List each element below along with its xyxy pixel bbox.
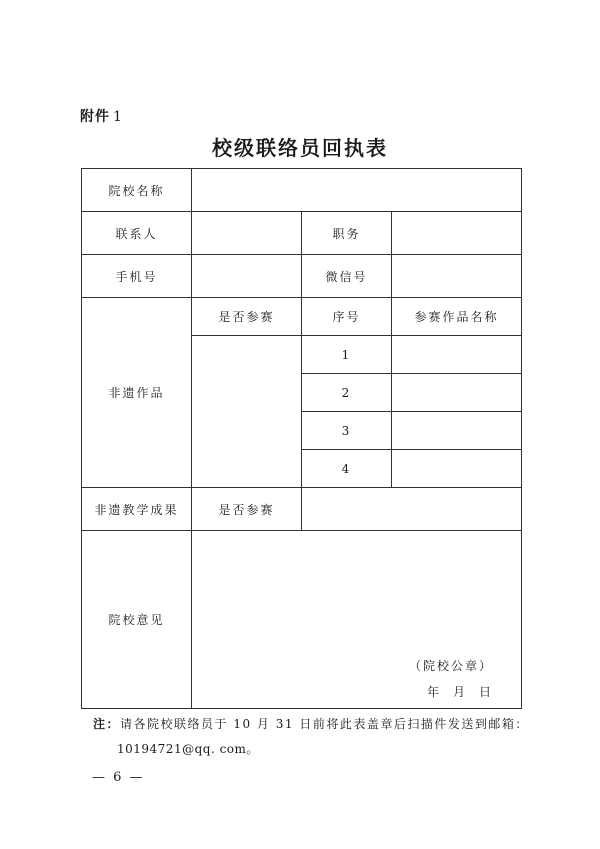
work-name-field[interactable] xyxy=(392,374,522,412)
participate-label: 是否参赛 xyxy=(192,298,302,336)
note-label: 注： xyxy=(93,717,121,731)
seq-number: 3 xyxy=(302,412,392,450)
page-title: 校级联络员回执表 xyxy=(212,136,388,160)
teaching-participate-label: 是否参赛 xyxy=(192,488,302,531)
row-phone xyxy=(82,255,522,298)
work-name-field[interactable] xyxy=(392,450,522,488)
work-name-label: 参赛作品名称 xyxy=(392,298,522,336)
attachment-number: 1 xyxy=(113,109,123,125)
date-text: 年月日 xyxy=(427,685,506,699)
school-name-label: 院校名称 xyxy=(82,169,192,212)
position-field[interactable] xyxy=(392,212,522,255)
seq-number: 2 xyxy=(302,374,392,412)
phone-field[interactable] xyxy=(192,255,302,298)
teaching-label: 非遗教学成果 xyxy=(82,488,192,531)
receipt-form-table xyxy=(81,168,522,709)
teaching-participate-field[interactable] xyxy=(302,488,522,531)
work-name-field[interactable] xyxy=(392,336,522,374)
wechat-label: 微信号 xyxy=(302,255,392,298)
seq-number: 4 xyxy=(302,450,392,488)
footnote-line xyxy=(93,712,533,737)
footnote xyxy=(93,712,533,762)
work-name-field[interactable] xyxy=(392,412,522,450)
row-school-name xyxy=(82,169,522,212)
school-name-field[interactable] xyxy=(192,169,522,212)
row-opinion xyxy=(82,531,522,709)
seq-number: 1 xyxy=(302,336,392,374)
row-contact xyxy=(82,212,522,255)
contact-field[interactable] xyxy=(192,212,302,255)
works-label: 非遗作品 xyxy=(82,298,192,488)
attachment-text: 附件 xyxy=(80,109,110,125)
opinion-label: 院校意见 xyxy=(82,531,192,709)
phone-label: 手机号 xyxy=(82,255,192,298)
attachment-label xyxy=(80,106,123,126)
contact-email: 10194721@qq. com。 xyxy=(117,742,259,756)
row-works-header xyxy=(82,298,522,336)
page-number: — 6 — xyxy=(92,770,145,785)
row-teaching xyxy=(82,488,522,531)
wechat-field[interactable] xyxy=(392,255,522,298)
participate-field[interactable] xyxy=(192,336,302,488)
seal-text: （院校公章） xyxy=(409,659,494,673)
seq-label: 序号 xyxy=(302,298,392,336)
note-text: 请各院校联络员于 10 月 31 日前将此表盖章后扫描件发送到邮箱： xyxy=(120,717,529,731)
opinion-field[interactable] xyxy=(192,531,522,709)
position-label: 职务 xyxy=(302,212,392,255)
contact-label: 联系人 xyxy=(82,212,192,255)
